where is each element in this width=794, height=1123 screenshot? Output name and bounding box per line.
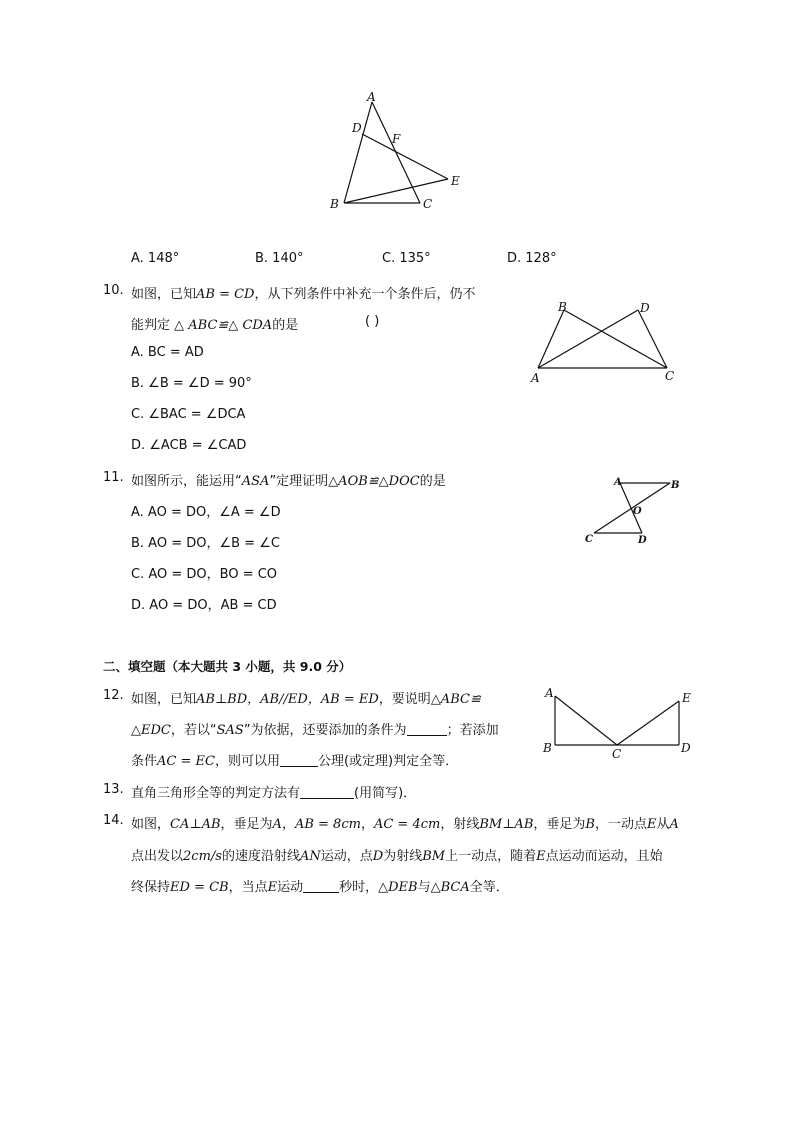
answer-blank[interactable]	[303, 880, 339, 893]
q12-number: 12.	[103, 688, 124, 703]
label-D: D	[681, 741, 691, 755]
q9-option-b: B. 140°	[255, 251, 304, 266]
answer-blank[interactable]	[300, 786, 354, 799]
q10-option-a: A. BC = AD	[131, 345, 204, 360]
q11-option-a: A. AO = DO，∠A = ∠D	[131, 505, 281, 520]
q9-option-c: C. 135°	[382, 251, 431, 266]
label-D: D	[638, 535, 647, 546]
q10-option-d: D. ∠ACB = ∠CAD	[131, 438, 247, 453]
q12-line1: 如图，已知AB⊥BD，AB//ED，AB = ED，要说明△ABC≌	[131, 692, 481, 707]
label-C: C	[423, 197, 433, 211]
triangle-figure-q9	[320, 90, 470, 215]
label-A: A	[531, 371, 540, 385]
label-A: A	[614, 477, 622, 488]
q12-line3: 条件AC = EC，则可以用 公理(或定理)判定全等．	[131, 754, 459, 769]
q11-option-c: C. AO = DO，BO = CO	[131, 567, 278, 582]
label-B: B	[330, 197, 339, 211]
q11-stem: 如图所示，能运用“ASA”定理证明△AOB≌△DOC的是	[131, 474, 446, 489]
label-D: D	[640, 301, 650, 315]
answer-blank[interactable]	[407, 723, 447, 736]
q10-number: 10.	[103, 283, 124, 298]
label-C: C	[612, 747, 622, 761]
q11-option-b: B. AO = DO，∠B = ∠C	[131, 536, 280, 551]
label-B: B	[558, 300, 567, 314]
answer-blank[interactable]	[280, 754, 318, 767]
label-E: E	[682, 691, 691, 705]
figure-q11	[580, 472, 690, 547]
q13-text: 直角三角形全等的判定方法有 (用简写)．	[131, 786, 417, 801]
q14-line2: 点出发以2cm/s的速度沿射线AN运动，点D为射线BM上一动点，随着E点运动而运动，且始	[131, 849, 663, 864]
q14-line1: 如图，CA⊥AB，垂足为A，AB = 8cm，AC = 4cm，射线BM⊥AB，垂足为B，一动点E从A	[131, 817, 679, 832]
q12-line2: △EDC，若以“SAS”为依据，还要添加的条件为 ；若添加	[131, 723, 499, 738]
label-B: B	[543, 741, 552, 755]
q14-number: 14.	[103, 813, 124, 828]
label-F: F	[392, 132, 401, 146]
q13-number: 13.	[103, 782, 124, 797]
label-A: A	[367, 90, 376, 104]
q10-line2: 能判定 △ ABC≌△ CDA的是	[131, 318, 299, 333]
label-E: E	[451, 174, 460, 188]
figure-q10	[525, 295, 685, 390]
q9-option-d: D. 128°	[507, 251, 557, 266]
q10-line1: 如图，已知AB = CD，从下列条件中补充一个条件后，仍不	[131, 287, 476, 302]
q11-number: 11.	[103, 470, 124, 485]
q9-option-a: A. 148°	[131, 251, 180, 266]
q10-option-c: C. ∠BAC = ∠DCA	[131, 407, 246, 422]
label-B: B	[671, 480, 680, 491]
label-D: D	[352, 121, 362, 135]
q10-answer-paren: ( )	[365, 314, 380, 329]
q10-option-b: B. ∠B = ∠D = 90°	[131, 376, 252, 391]
label-C: C	[585, 534, 593, 545]
label-A: A	[545, 686, 554, 700]
figure-q12	[537, 684, 697, 764]
section-2-heading: 二、填空题（本大题共 3 小题，共 9.0 分）	[103, 659, 352, 674]
label-C: C	[665, 369, 675, 383]
label-O: O	[633, 506, 642, 517]
q11-option-d: D. AO = DO，AB = CD	[131, 598, 277, 613]
q14-line3: 终保持ED = CB，当点E运动 秒时，△DEB与△BCA全等．	[131, 880, 509, 895]
